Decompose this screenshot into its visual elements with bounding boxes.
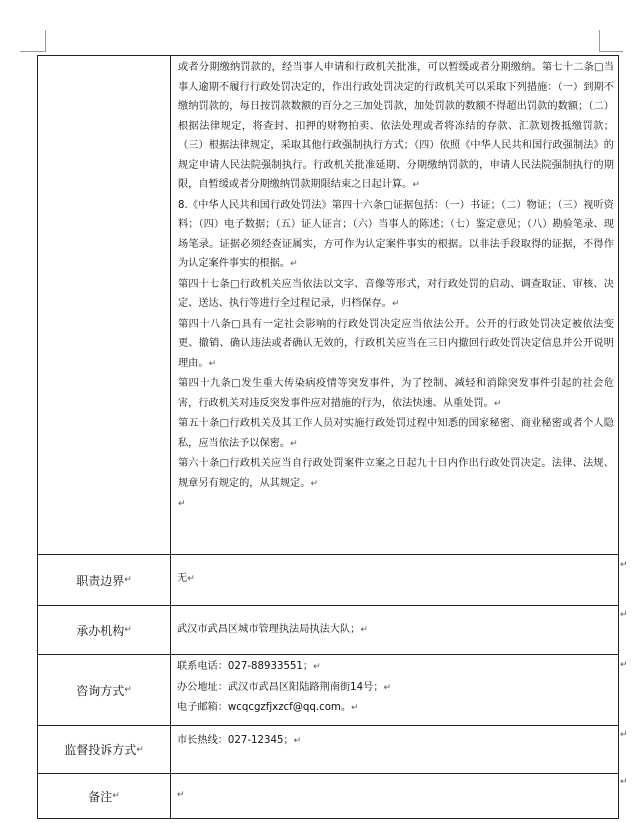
paragraph-mark-icon: ↵ [351,703,359,713]
paragraph-mark-icon: ↵ [493,398,502,409]
paragraph-mark-icon: ↵ [187,574,195,584]
paragraph-mark-icon: ↵ [310,478,318,489]
row-end-mark-icon: ↵ [620,730,628,740]
consultation-address: 办公地址：武汉市武昌区阳陆路荆南街14号； [177,681,384,693]
legal-paragraph: 8.《中华人民共和国行政处罚法》第四十六条□证据包括：（一）书证；（二）物证；（三）视听资料；（四）电子数据；（五）证人证言；（六）当事人的陈述；（七）鉴定意见；（八）勘验笔录、现场笔录。证据必须经查证属实，方可作为认定案件事实的根据。以非法手段取得的证据，不得作为认定案件事实的根据。↵ [178,199,614,269]
supervision-label-cell [38,726,171,774]
document-table [37,55,619,819]
crop-mark-top-right-vertical [599,30,600,52]
paragraph-mark-icon: ↵ [177,790,185,800]
handling-agency-label-cell [38,606,171,655]
crop-mark-top-left-vertical [45,30,46,52]
crop-mark-top-left [20,51,45,52]
handling-agency-value: 武汉市武昌区城市管理执法局执法大队； [177,624,361,635]
legal-paragraph: 第五十条□行政机关及其工作人员对实施行政处罚过程中知悉的国家秘密、商业秘密或者个人隐私，应当依法予以保密。↵ [178,418,614,449]
remarks-label: 备注 [88,789,113,804]
handling-agency-value-cell [171,606,619,655]
paragraph-mark-icon: ↵ [124,685,132,695]
legal-paragraph: 第四十七条□行政机关应当依法以文字、音像等形式，对行政处罚的启动、调查取证、审核、决定、送达、执行等进行全过程记录，归档保存。↵ [178,278,614,309]
remarks-value-cell [171,774,619,819]
remarks-row [38,774,619,819]
row-end-mark-icon: ↵ [620,660,628,670]
paragraph-mark-icon: ↵ [313,662,321,672]
handling-agency-row [38,606,619,655]
legal-basis-text [171,56,618,515]
legal-basis-label-cell [38,56,171,555]
consultation-phone: 联系电话：027-88933551； [177,661,314,672]
paragraph-mark-icon: ↵ [391,299,400,309]
legal-paragraph-empty [178,494,614,515]
responsibility-boundary-row [38,555,619,606]
legal-paragraph: 第四十八条□具有一定社会影响的行政处罚决定应当依法公开。公开的行政处罚决定被依法变更、撤销、确认违法或者确认无效的，行政机关应当在三日内撤回行政处罚决定信息并公开说明理由。↵ [178,318,614,369]
paragraph-mark-icon: ↵ [383,682,392,693]
supervision-row [38,726,619,774]
legal-paragraph: 第四十九条□发生重大传染病疫情等突发事件，为了控制、减轻和消除突发事件引起的社会危害，行政机关对违反突发事件应对措施的行为，依法快速、从重处罚。↵ [178,378,614,409]
paragraph-mark-icon: ↵ [178,499,186,509]
consultation-label: 咨询方式 [76,683,125,698]
row-end-mark-icon: ↵ [620,610,628,620]
crop-mark-top-right [599,51,623,52]
paragraph-mark-icon: ↵ [293,736,302,746]
paragraph-mark-icon: ↵ [208,358,217,369]
paragraph-mark-icon: ↵ [124,575,132,585]
paragraph-mark-icon: ↵ [124,625,132,635]
paragraph-mark-icon: ↵ [136,744,144,755]
paragraph-mark-icon: ↵ [412,180,420,190]
legal-paragraph: 第六十条□行政机关应当自行政处罚案件立案之日起九十日内作出行政处罚决定。法律、法规、规章另有规定的，从其规定。↵ [178,458,614,489]
consultation-label-cell [38,655,171,726]
legal-basis-content-cell [171,56,619,555]
row-end-mark-icon: ↵ [620,777,628,787]
supervision-value-cell [171,726,619,774]
responsibility-boundary-value-cell [171,555,619,606]
paragraph-mark-icon: ↵ [112,791,120,801]
responsibility-boundary-value: 无 [177,573,188,584]
handling-agency-label: 承办机构 [76,623,125,638]
paragraph-mark-icon: ↵ [360,625,368,635]
paragraph-mark-icon: ↵ [290,438,298,449]
legal-paragraph: 或者分期缴纳罚款的，经当事人申请和行政机关批准，可以暂缓或者分期缴纳。第七十二条□当事人逾期不履行行政处罚决定的，作出行政处罚决定的行政机关可以采取下列措施：（一）到期不缴纳罚款的，每日按罚款数额的百分之三加处罚款，加处罚款的数额不得超出罚款的数额；（二）根据法律规定，将查封、扣押的财物拍卖、依法处理或者将冻结的存款、汇款划拨抵缴罚款；（三）根据法律规定，采取其他行政强制执行方式；（四）依照《中华人民共和国行政强制法》的规定申请人民法院强制执行。行政机关批准延期、分期缴纳罚款的，申请人民法院强制执行的期限，自暂缓或者分期缴纳罚款期限结束之日起计算。↵ [178,62,614,190]
consultation-row [38,655,619,726]
supervision-label: 监督投诉方式 [64,743,137,757]
responsibility-boundary-label-cell [38,555,171,606]
row-end-mark-icon: ↵ [620,560,628,570]
supervision-value: 市长热线：027-12345； [177,735,294,746]
legal-basis-row [38,56,619,555]
consultation-email: 电子邮箱：wcqcgzfjxzcf@qq.com。 [177,702,352,713]
responsibility-boundary-label: 职责边界 [76,573,125,588]
consultation-value-cell [171,655,619,726]
paragraph-mark-icon: ↵ [290,259,298,269]
remarks-label-cell [38,774,171,819]
